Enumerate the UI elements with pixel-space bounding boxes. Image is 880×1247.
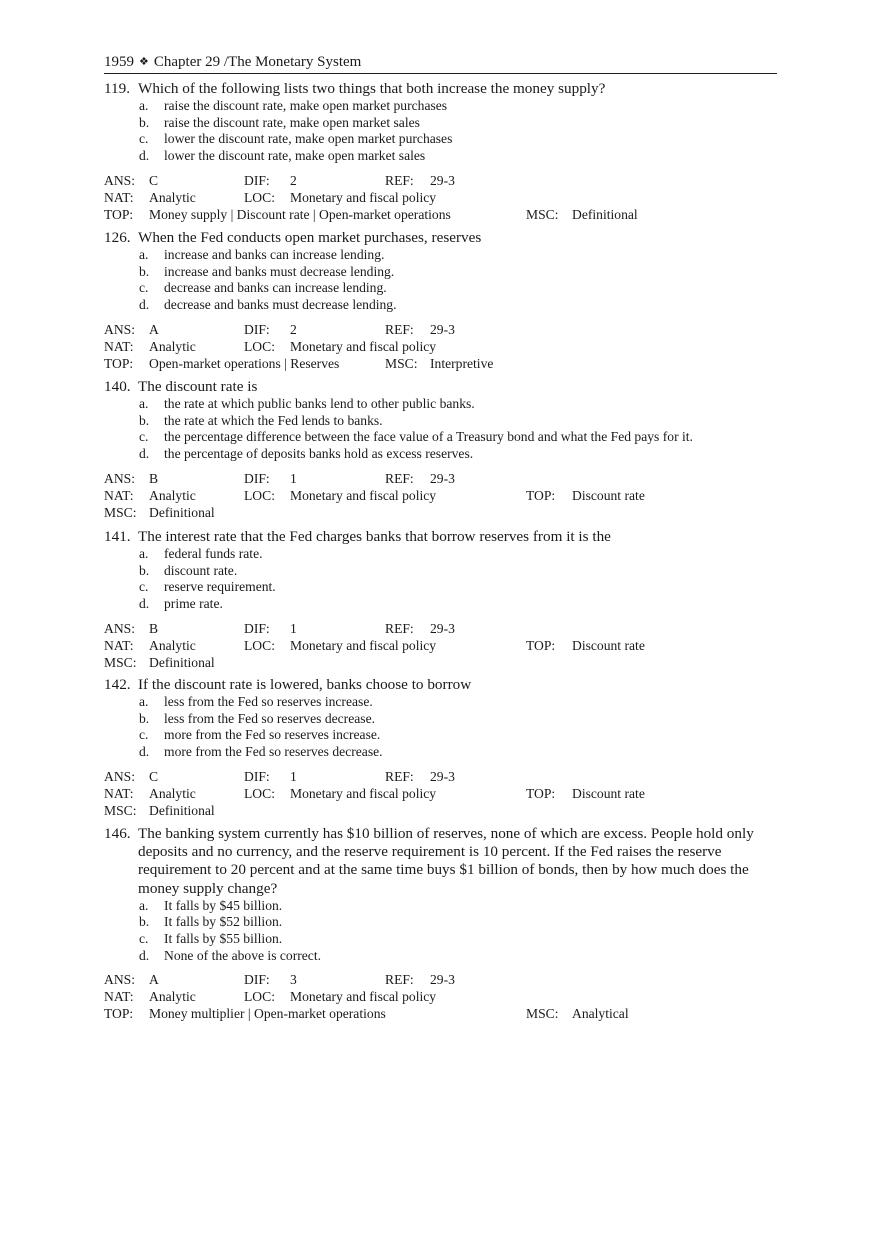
- metadata-key: MSC:: [385, 355, 418, 371]
- metadata-value: 1: [290, 768, 297, 784]
- metadata-key: LOC:: [244, 189, 275, 205]
- choice-letter: b.: [139, 914, 150, 930]
- metadata-key: REF:: [385, 768, 414, 784]
- page-number: 1959: [104, 54, 134, 70]
- metadata-key: TOP:: [104, 1006, 134, 1022]
- choice-text: federal funds rate.: [164, 546, 263, 562]
- metadata-row: [104, 785, 776, 802]
- answer-choice: [104, 727, 776, 744]
- choice-text: raise the discount rate, make open market sales: [164, 114, 420, 130]
- metadata-key: DIF:: [244, 620, 270, 636]
- metadata-value: Discount rate: [572, 637, 645, 653]
- choice-text: decrease and banks must decrease lending.: [164, 296, 397, 312]
- choice-letter: d.: [139, 147, 150, 163]
- metadata-value: Money supply | Discount rate | Open-market operations: [149, 206, 451, 222]
- metadata-row: [104, 355, 776, 372]
- metadata-key: LOC:: [244, 989, 275, 1005]
- metadata-key: MSC:: [104, 802, 137, 818]
- choice-letter: d.: [139, 296, 150, 312]
- choice-letter: b.: [139, 263, 150, 279]
- choice-text: lower the discount rate, make open market sales: [164, 147, 426, 163]
- choice-text: lower the discount rate, make open market purchases: [164, 131, 453, 147]
- metadata-key: TOP:: [526, 487, 556, 503]
- answer-metadata: [104, 620, 776, 671]
- metadata-key: TOP:: [526, 785, 556, 801]
- choice-letter: d.: [139, 595, 150, 611]
- metadata-key: MSC:: [526, 1006, 559, 1022]
- choice-letter: b.: [139, 562, 150, 578]
- question-block: [104, 378, 776, 521]
- metadata-key: LOC:: [244, 785, 275, 801]
- answer-choice: [104, 898, 776, 915]
- answer-choices: [104, 247, 776, 313]
- answer-choice: [104, 711, 776, 728]
- metadata-key: MSC:: [104, 654, 137, 670]
- metadata-value: B: [149, 620, 159, 636]
- metadata-row: [104, 321, 776, 338]
- answer-choice: [104, 280, 776, 297]
- answer-choice: [104, 115, 776, 132]
- metadata-value: Definitional: [149, 654, 215, 670]
- metadata-row: [104, 487, 776, 504]
- question-stem: [104, 676, 776, 694]
- question-number: 146.: [104, 825, 131, 842]
- metadata-key: NAT:: [104, 785, 134, 801]
- answer-choice: [104, 446, 776, 463]
- metadata-row: [104, 1005, 776, 1022]
- question-number: 142.: [104, 676, 131, 693]
- choice-letter: b.: [139, 412, 150, 428]
- metadata-key: ANS:: [104, 321, 135, 337]
- question-text: If the discount rate is lowered, banks choose to borrow: [138, 676, 472, 693]
- choice-letter: c.: [139, 727, 149, 743]
- metadata-value: B: [149, 470, 159, 486]
- question-text: The interest rate that the Fed charges banks that borrow reserves from it is the: [138, 528, 611, 545]
- metadata-row: [104, 338, 776, 355]
- metadata-value: Monetary and fiscal policy: [290, 487, 437, 503]
- metadata-value: Definitional: [149, 504, 215, 520]
- choice-text: increase and banks can increase lending.: [164, 247, 385, 263]
- question-stem: [104, 229, 776, 247]
- metadata-value: A: [149, 321, 159, 337]
- metadata-value: Monetary and fiscal policy: [290, 785, 437, 801]
- metadata-value: 29-3: [430, 321, 455, 337]
- choice-letter: c.: [139, 429, 149, 445]
- metadata-value: 29-3: [430, 620, 455, 636]
- answer-choice: [104, 148, 776, 165]
- choice-text: the percentage of deposits banks hold as excess reserves.: [164, 445, 474, 461]
- metadata-key: ANS:: [104, 470, 135, 486]
- metadata-value: 29-3: [430, 172, 455, 188]
- metadata-row: [104, 504, 776, 521]
- metadata-key: NAT:: [104, 487, 134, 503]
- choice-letter: d.: [139, 743, 150, 759]
- metadata-key: ANS:: [104, 172, 135, 188]
- choice-text: It falls by $45 billion.: [164, 897, 283, 913]
- answer-choice: [104, 948, 776, 965]
- question-number: 126.: [104, 229, 131, 246]
- metadata-key: REF:: [385, 972, 414, 988]
- answer-choice: [104, 914, 776, 931]
- answer-choices: [104, 396, 776, 462]
- choice-letter: a.: [139, 897, 149, 913]
- answer-choice: [104, 413, 776, 430]
- question-stem: [104, 528, 776, 546]
- answer-metadata: [104, 172, 776, 223]
- answer-choice: [104, 931, 776, 948]
- answer-choices: [104, 898, 776, 964]
- choice-text: It falls by $55 billion.: [164, 931, 283, 946]
- answer-metadata: [104, 470, 776, 521]
- metadata-value: Analytic: [149, 338, 196, 354]
- metadata-key: NAT:: [104, 189, 134, 205]
- choice-letter: d.: [139, 947, 150, 963]
- choice-letter: c.: [139, 931, 149, 946]
- answer-choice: [104, 264, 776, 281]
- question-text: When the Fed conducts open market purchases, reserves: [138, 229, 482, 246]
- metadata-value: C: [149, 768, 159, 784]
- metadata-value: 2: [290, 172, 297, 188]
- metadata-value: 2: [290, 321, 297, 337]
- metadata-key: DIF:: [244, 972, 270, 988]
- metadata-key: LOC:: [244, 637, 275, 653]
- choice-letter: d.: [139, 445, 150, 461]
- metadata-key: REF:: [385, 321, 414, 337]
- answer-metadata: [104, 971, 776, 1022]
- metadata-key: REF:: [385, 172, 414, 188]
- metadata-value: Definitional: [149, 802, 215, 818]
- question-block: [104, 825, 776, 1022]
- choice-text: reserve requirement.: [164, 579, 276, 595]
- answer-choices: [104, 546, 776, 612]
- metadata-value: C: [149, 172, 159, 188]
- metadata-value: Analytic: [149, 637, 196, 653]
- question-block: [104, 676, 776, 819]
- metadata-value: 29-3: [430, 768, 455, 784]
- choice-letter: b.: [139, 114, 150, 130]
- choice-text: the rate at which the Fed lends to banks.: [164, 412, 383, 428]
- chapter-title: Chapter 29 /The Monetary System: [153, 54, 362, 70]
- choice-letter: a.: [139, 546, 149, 562]
- answer-choice: [104, 247, 776, 264]
- choice-text: the rate at which public banks lend to other public banks.: [164, 396, 475, 412]
- answer-choice: [104, 131, 776, 148]
- page-header: [104, 52, 777, 74]
- choice-letter: a.: [139, 694, 149, 710]
- metadata-key: TOP:: [104, 206, 134, 222]
- question-text: The discount rate is: [138, 378, 258, 395]
- metadata-row: [104, 189, 776, 206]
- metadata-value: Analytical: [572, 1006, 629, 1022]
- metadata-value: 29-3: [430, 972, 455, 988]
- metadata-key: DIF:: [244, 172, 270, 188]
- metadata-value: Interpretive: [430, 355, 494, 371]
- metadata-key: ANS:: [104, 768, 135, 784]
- choice-text: less from the Fed so reserves increase.: [164, 694, 373, 710]
- answer-choice: [104, 744, 776, 761]
- answer-choice: [104, 429, 776, 446]
- metadata-value: 29-3: [430, 470, 455, 486]
- choice-letter: c.: [139, 131, 149, 147]
- choice-letter: a.: [139, 396, 149, 412]
- metadata-key: LOC:: [244, 487, 275, 503]
- metadata-value: Analytic: [149, 487, 196, 503]
- metadata-value: Analytic: [149, 989, 196, 1005]
- metadata-value: Analytic: [149, 189, 196, 205]
- metadata-row: [104, 172, 776, 189]
- answer-choices: [104, 98, 776, 164]
- metadata-key: DIF:: [244, 768, 270, 784]
- choice-letter: a.: [139, 247, 149, 263]
- choice-text: increase and banks must decrease lending.: [164, 263, 395, 279]
- metadata-key: MSC:: [526, 206, 559, 222]
- question-stem: [104, 825, 776, 898]
- question-number: 119.: [104, 80, 131, 97]
- metadata-value: Discount rate: [572, 785, 645, 801]
- metadata-key: TOP:: [526, 637, 556, 653]
- metadata-row: [104, 768, 776, 785]
- answer-choices: [104, 694, 776, 760]
- metadata-value: Monetary and fiscal policy: [290, 338, 437, 354]
- question-block: [104, 229, 776, 372]
- metadata-value: Open-market operations | Reserves: [149, 355, 340, 371]
- answer-metadata: [104, 321, 776, 372]
- choice-letter: c.: [139, 579, 149, 595]
- answer-choice: [104, 98, 776, 115]
- answer-choice: [104, 546, 776, 563]
- answer-choice: [104, 563, 776, 580]
- metadata-value: Monetary and fiscal policy: [290, 989, 437, 1005]
- choice-text: discount rate.: [164, 562, 238, 578]
- metadata-value: Monetary and fiscal policy: [290, 189, 437, 205]
- answer-metadata: [104, 768, 776, 819]
- metadata-key: ANS:: [104, 972, 135, 988]
- answer-choice: [104, 396, 776, 413]
- metadata-key: LOC:: [244, 338, 275, 354]
- choice-text: less from the Fed so reserves decrease.: [164, 710, 376, 726]
- metadata-row: [104, 988, 776, 1005]
- metadata-key: REF:: [385, 620, 414, 636]
- metadata-value: Definitional: [572, 206, 638, 222]
- metadata-value: Analytic: [149, 785, 196, 801]
- question-number: 141.: [104, 528, 131, 545]
- metadata-key: DIF:: [244, 321, 270, 337]
- question-stem: [104, 378, 776, 396]
- metadata-row: [104, 470, 776, 487]
- metadata-key: DIF:: [244, 470, 270, 486]
- question-block: [104, 80, 776, 223]
- metadata-value: 1: [290, 470, 297, 486]
- question-text: Which of the following lists two things that both increase the money supply?: [138, 80, 606, 97]
- metadata-row: [104, 620, 776, 637]
- answer-choice: [104, 596, 776, 613]
- choice-text: prime rate.: [164, 595, 223, 611]
- metadata-row: [104, 654, 776, 671]
- choice-text: raise the discount rate, make open market purchases: [164, 98, 448, 114]
- metadata-value: Monetary and fiscal policy: [290, 637, 437, 653]
- question-block: [104, 528, 776, 671]
- metadata-key: NAT:: [104, 989, 134, 1005]
- question-text: The banking system currently has $10 billion of reserves, none of which are excess. People hold only deposits and no currency, and the reserve requirement is 10 percent. If the Fed raises the reserve requirement to 20 percent and at the same time buys $1 billion of bonds, then by how much does the money supply change?: [138, 825, 754, 897]
- answer-choice: [104, 297, 776, 314]
- choice-letter: c.: [139, 280, 149, 296]
- choice-text: more from the Fed so reserves decrease.: [164, 743, 383, 759]
- metadata-value: Money multiplier | Open-market operations: [149, 1006, 386, 1022]
- answer-choice: [104, 694, 776, 711]
- metadata-row: [104, 971, 776, 988]
- choice-text: more from the Fed so reserves increase.: [164, 727, 381, 743]
- diamond-icon: ❖: [139, 56, 149, 68]
- choice-text: None of the above is correct.: [164, 947, 322, 963]
- metadata-row: [104, 637, 776, 654]
- metadata-row: [104, 206, 776, 223]
- metadata-key: TOP:: [104, 355, 134, 371]
- choice-text: decrease and banks can increase lending.: [164, 280, 387, 296]
- choice-letter: b.: [139, 710, 150, 726]
- metadata-key: REF:: [385, 470, 414, 486]
- metadata-key: ANS:: [104, 620, 135, 636]
- metadata-value: 3: [290, 972, 297, 988]
- choice-text: the percentage difference between the face value of a Treasury bond and what the Fed pays for it.: [164, 429, 693, 445]
- metadata-value: A: [149, 972, 159, 988]
- question-number: 140.: [104, 378, 131, 395]
- metadata-row: [104, 802, 776, 819]
- metadata-key: NAT:: [104, 637, 134, 653]
- metadata-key: NAT:: [104, 338, 134, 354]
- metadata-value: 1: [290, 620, 297, 636]
- choice-text: It falls by $52 billion.: [164, 914, 283, 930]
- choice-letter: a.: [139, 98, 149, 114]
- metadata-value: Discount rate: [572, 487, 645, 503]
- metadata-key: MSC:: [104, 504, 137, 520]
- question-stem: [104, 80, 776, 98]
- answer-choice: [104, 579, 776, 596]
